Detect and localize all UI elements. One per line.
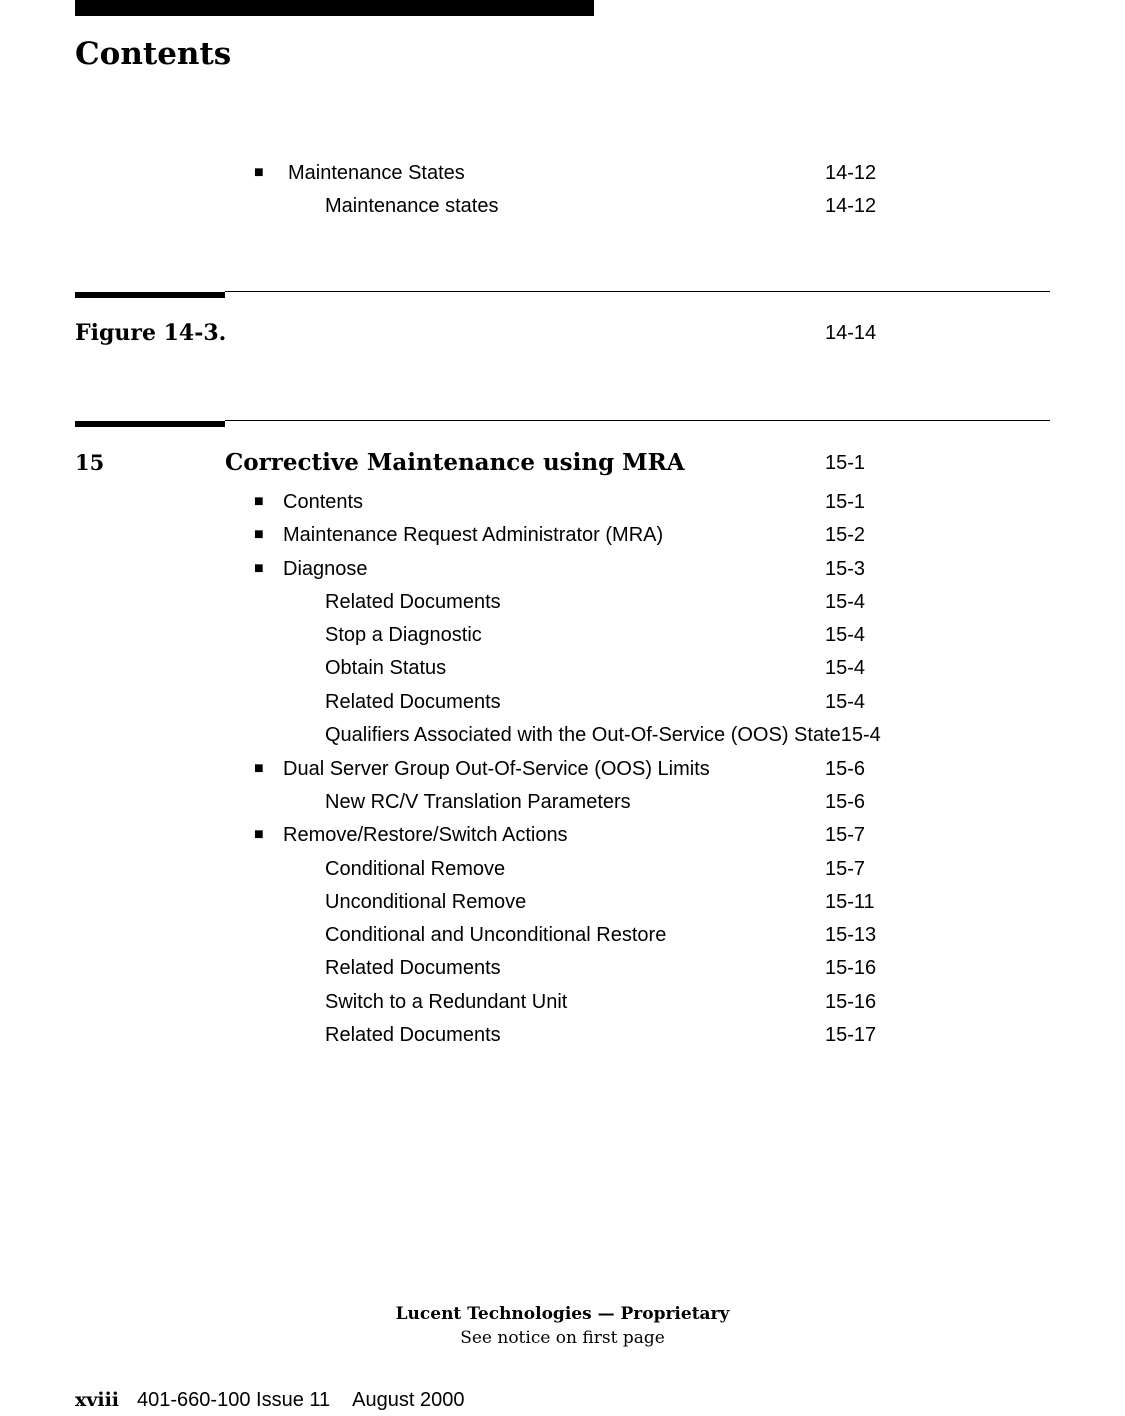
figure-label: Figure 14-3. xyxy=(75,320,227,346)
toc-entry-label: Diagnose xyxy=(283,558,368,580)
page-footer xyxy=(75,1386,464,1414)
toc-entry-label: Related Documents xyxy=(325,691,501,713)
toc-entry[interactable] xyxy=(0,755,1125,783)
document-id: 401-660-100 Issue 11 xyxy=(137,1389,331,1411)
bullet-icon: ■ xyxy=(254,826,264,843)
toc-entry[interactable] xyxy=(0,521,1125,549)
toc-entry[interactable] xyxy=(0,888,1125,916)
toc-entry-page: 15-11 xyxy=(825,891,875,913)
bullet-icon: ■ xyxy=(254,493,264,510)
bullet-icon: ■ xyxy=(254,526,264,543)
toc-entry-page: 15-16 xyxy=(825,957,877,979)
footer-notice: See notice on first page xyxy=(460,1328,665,1348)
toc-entry-label: New RC/V Translation Parameters xyxy=(325,791,631,813)
toc-entry-page: 15-16 xyxy=(825,991,877,1013)
toc-entry[interactable] xyxy=(0,488,1125,516)
toc-entry-label: Related Documents xyxy=(325,1024,501,1046)
toc-entry[interactable] xyxy=(0,1021,1125,1049)
chapter-number: 15 xyxy=(75,450,105,475)
toc-entry-page: 15-3 xyxy=(825,558,866,580)
toc-entry[interactable] xyxy=(0,555,1125,583)
toc-entry[interactable] xyxy=(0,788,1125,816)
toc-entry[interactable] xyxy=(0,821,1125,849)
chapter-page: 15-1 xyxy=(825,452,866,474)
toc-entry[interactable] xyxy=(0,621,1125,649)
toc-entry[interactable] xyxy=(0,159,1125,187)
toc-entry-label: Maintenance States xyxy=(288,162,465,184)
section-rule-thin xyxy=(225,291,1050,292)
toc-entry-label: Remove/Restore/Switch Actions xyxy=(283,824,568,846)
toc-entry-page: 15-6 xyxy=(825,791,866,813)
page-title: Contents xyxy=(75,36,232,72)
toc-entry[interactable] xyxy=(0,721,1125,749)
section-rule-thick xyxy=(75,292,225,298)
toc-entry-label: Qualifiers Associated with the Out-Of-Service (OOS) State15-4 xyxy=(325,724,881,746)
toc-entry-page: 15-13 xyxy=(825,924,877,946)
toc-entry-label: Maintenance Request Administrator (MRA) xyxy=(283,524,664,546)
bullet-icon: ■ xyxy=(254,760,264,777)
toc-entry-label: Unconditional Remove xyxy=(325,891,527,913)
toc-entry-page: 15-7 xyxy=(825,858,866,880)
toc-entry-label: Switch to a Redundant Unit xyxy=(325,991,568,1013)
toc-entry-page: 15-1 xyxy=(825,491,866,513)
header-bar xyxy=(75,0,594,16)
chapter-heading[interactable] xyxy=(0,446,1125,480)
bullet-icon: ■ xyxy=(254,164,264,181)
bullet-icon: ■ xyxy=(254,560,264,577)
toc-entry-label: Contents xyxy=(283,491,364,513)
toc-entry-label: Obtain Status xyxy=(325,657,447,679)
toc-entry[interactable] xyxy=(0,921,1125,949)
toc-entry-page: 15-2 xyxy=(825,524,866,546)
toc-entry-label: Conditional Remove xyxy=(325,858,506,880)
toc-entry[interactable] xyxy=(0,988,1125,1016)
figure-page: 14-14 xyxy=(825,322,877,344)
chapter-rule-thick xyxy=(75,421,225,427)
toc-entry-label: Stop a Diagnostic xyxy=(325,624,482,646)
toc-entry-page: 15-4 xyxy=(825,624,866,646)
toc-entry-page: 15-4 xyxy=(825,691,866,713)
toc-entry[interactable] xyxy=(0,954,1125,982)
toc-entry-page: 15-17 xyxy=(825,1024,877,1046)
document-date: August 2000 xyxy=(352,1389,465,1411)
toc-entry[interactable] xyxy=(0,192,1125,220)
page-number: xviii xyxy=(75,1389,120,1411)
chapter-rule-thin xyxy=(225,420,1050,421)
toc-entry[interactable] xyxy=(0,588,1125,616)
toc-entry-page: 14-12 xyxy=(825,162,877,184)
toc-entry[interactable] xyxy=(0,688,1125,716)
chapter-title: Corrective Maintenance using MRA xyxy=(225,449,685,476)
toc-entry-page: 15-6 xyxy=(825,758,866,780)
toc-entry-label: Dual Server Group Out-Of-Service (OOS) Limits xyxy=(283,758,710,780)
toc-entry-page: 14-12 xyxy=(825,195,877,217)
toc-entry-label: Conditional and Unconditional Restore xyxy=(325,924,667,946)
toc-entry-label: Maintenance states xyxy=(325,195,499,217)
footer-company: Lucent Technologies — Proprietary xyxy=(395,1304,730,1324)
toc-entry-label: Related Documents xyxy=(325,591,501,613)
toc-entry-page: 15-7 xyxy=(825,824,866,846)
toc-entry-page: 15-4 xyxy=(825,657,866,679)
figure-entry[interactable] xyxy=(0,316,1125,350)
toc-entry[interactable] xyxy=(0,855,1125,883)
toc-entry[interactable] xyxy=(0,654,1125,682)
toc-entry-page: 15-4 xyxy=(825,591,866,613)
toc-entry-label: Related Documents xyxy=(325,957,501,979)
